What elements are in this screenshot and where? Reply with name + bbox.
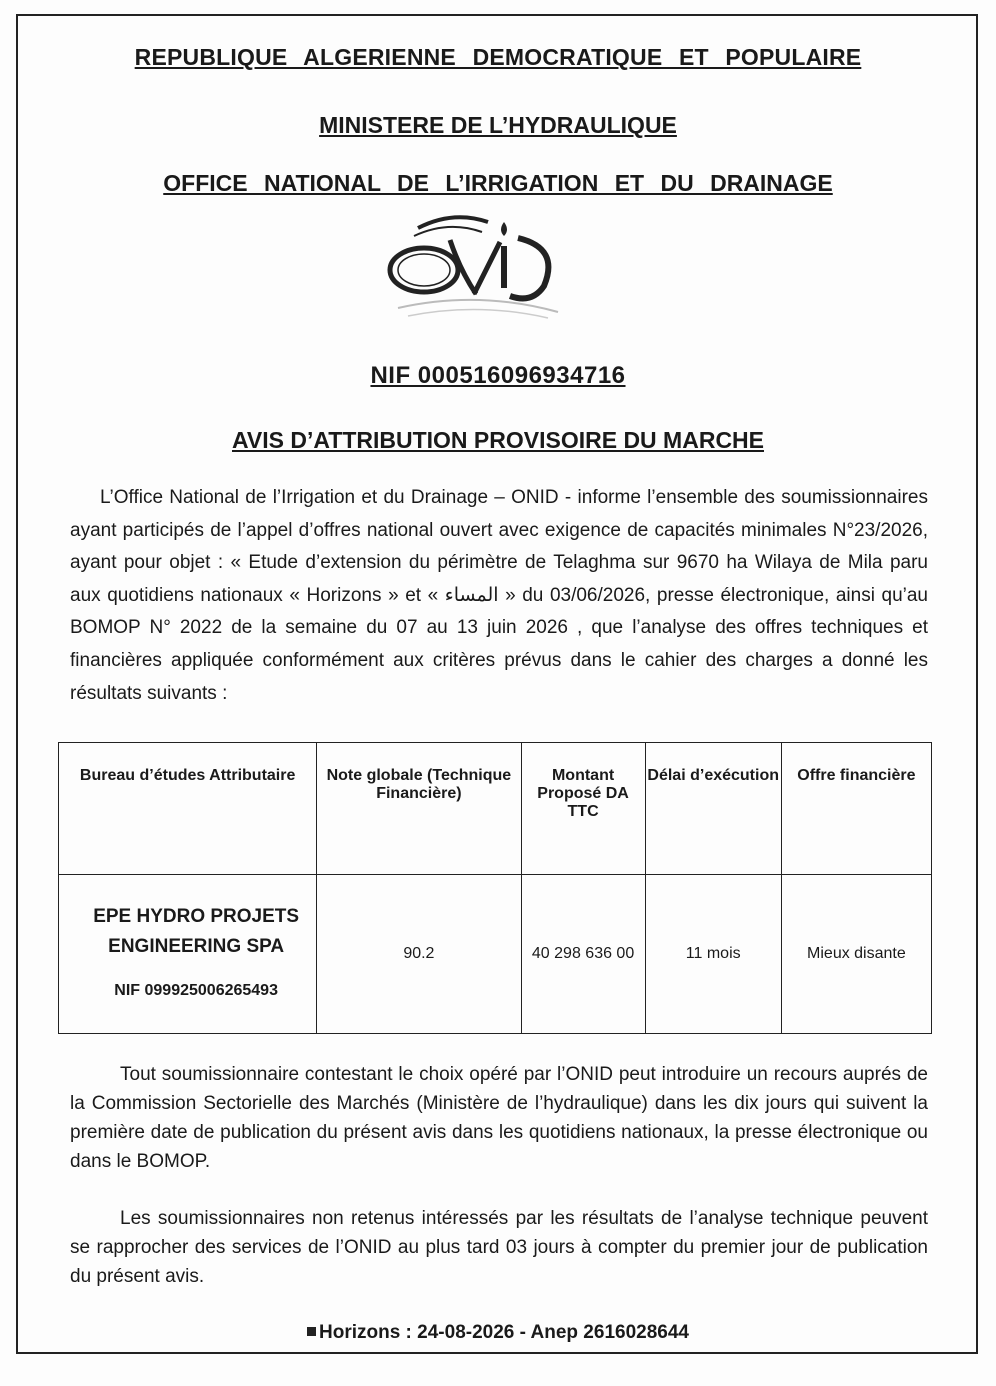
republic-heading: REPUBLIQUE ALGERIENNE DEMOCRATIQUE ET POPULAIRE [134,44,862,70]
header-bureau: Bureau d’études Attributaire [59,743,317,875]
header-montant: Montant Proposé DA TTC [521,743,645,875]
non-retenus-text: Les soumissionnaires non retenus intéressés par les résultats de l’analyse technique peuvent se rapprocher des services de l’ONID au plus tard 03 jours à compter du premier jour de publication du présent avis. [70,1208,928,1287]
onid-nif: NIF 000516096934716 [370,362,626,389]
recours-text: Tout soumissionnaire contestant le choix opéré par l’ONID peut introduire un recours auprés de la Commission Sectorielle des Marchés (Ministère de l’hydraulique) dans les dix jours qui suivent la première date de publication du présent avis dans les quotidiens nationaux, la presse électronique ou dans le BOMOP. [70,1064,928,1172]
results-table [58,742,932,1034]
company-name: EPE HYDRO PROJETS ENGINEERING SPA [93,906,300,957]
notice-title: AVIS D’ATTRIBUTION PROVISOIRE DU MARCHE [232,427,764,453]
non-retenus-paragraph [70,1204,928,1291]
company-nif: NIF 099925006265493 [114,982,278,999]
header-note: Note globale (Technique Financière) [317,743,521,875]
cell-delai: 11 mois [645,875,781,1034]
header-delai: Délai d’exécution [645,743,781,875]
cell-offre: Mieux disante [781,875,931,1034]
ministry-heading: MINISTERE DE L’HYDRAULIQUE [319,112,677,138]
table-header-row [59,743,932,875]
bullet-square-icon [307,1327,316,1336]
office-heading: OFFICE NATIONAL DE L’IRRIGATION ET DU DRAINAGE [163,170,833,196]
intro-paragraph [70,482,928,710]
onid-logo [378,208,578,326]
cell-company [59,875,317,1034]
footer-text: Horizons : 24-08-2026 - Anep 2616028644 [319,1322,689,1343]
recours-paragraph [70,1060,928,1176]
intro-text: L’Office National de l’Irrigation et du Drainage – ONID - informe l’ensemble des soumissionnaires ayant participés de l’appel d’offres national ouvert avec exigence de capacités minimales N°23/2026, ayant pour objet : « Etude d’extension du périmètre de Telaghma sur 9670 ha Wilaya de Mila paru aux quotidiens nationaux « Horizons » et « المساء » du 03/06/2026, presse électronique, ainsi qu’au BOMOP N° 2022 de la semaine du 07 au 13 juin 2026 , que l’analyse des offres techniques et financières appliquée conformément aux critères prévus dans le cahier des charges a donné les résultats suivants : [70,487,928,704]
publication-footer [0,1322,996,1344]
table-row [59,875,932,1034]
cell-montant: 40 298 636 00 [521,875,645,1034]
cell-note: 90.2 [317,875,521,1034]
header-offre: Offre financière [781,743,931,875]
